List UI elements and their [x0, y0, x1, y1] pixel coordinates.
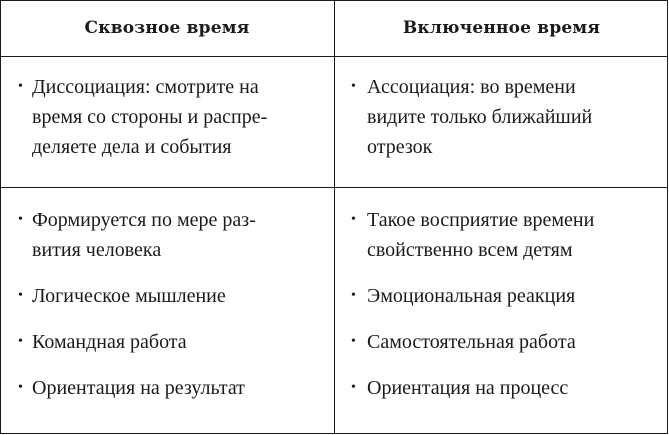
- item-line: деляете дела и события: [32, 136, 232, 158]
- item-line: Ассоциация: во времени: [367, 76, 576, 98]
- item-line: свойственно всем детям: [367, 239, 573, 261]
- bullet-icon: •: [18, 79, 23, 94]
- item-line: вития человека: [32, 239, 162, 261]
- bullet-icon: •: [351, 288, 356, 303]
- list-item: [335, 373, 668, 403]
- item-line: отрезок: [367, 136, 433, 158]
- list-item: [335, 281, 668, 311]
- cell-row2-right: [335, 205, 668, 419]
- list-item: [0, 327, 334, 357]
- item-line: время со стороны и распре-: [32, 106, 268, 128]
- item-line: Диссоциация: смотрите на: [32, 76, 259, 98]
- item-line: Ориентация на результат: [32, 377, 245, 399]
- cell-row1-left: [0, 72, 334, 162]
- list-item: [335, 327, 668, 357]
- item-line: Ориентация на процесс: [367, 377, 569, 399]
- cell-row1-right: [335, 72, 668, 162]
- list-item: [0, 205, 334, 265]
- bullet-icon: •: [18, 380, 23, 395]
- item-line: Такое восприятие времени: [367, 209, 595, 231]
- bullet-icon: •: [351, 79, 356, 94]
- bullet-icon: •: [18, 288, 23, 303]
- bullet-icon: •: [351, 212, 356, 227]
- header-in-time: Включенное время: [402, 18, 601, 38]
- item-line: Самостоятельная работа: [367, 331, 576, 353]
- list-item: [335, 72, 668, 162]
- item-line: видите только ближайший: [367, 106, 593, 128]
- item-line: Логическое мышление: [32, 285, 226, 307]
- list-item: [0, 373, 334, 403]
- bullet-icon: •: [18, 334, 23, 349]
- bullet-icon: •: [351, 334, 356, 349]
- item-line: Формируется по мере раз-: [32, 209, 256, 231]
- bullet-icon: •: [18, 212, 23, 227]
- header-through-time: Сквозное время: [84, 18, 250, 38]
- list-item: [0, 281, 334, 311]
- cell-row2-left: [0, 205, 334, 419]
- list-item: [0, 72, 334, 162]
- list-item: [335, 205, 668, 265]
- item-line: Командная работа: [32, 331, 187, 353]
- bullet-icon: •: [351, 380, 356, 395]
- item-line: Эмоциональная реакция: [367, 285, 576, 307]
